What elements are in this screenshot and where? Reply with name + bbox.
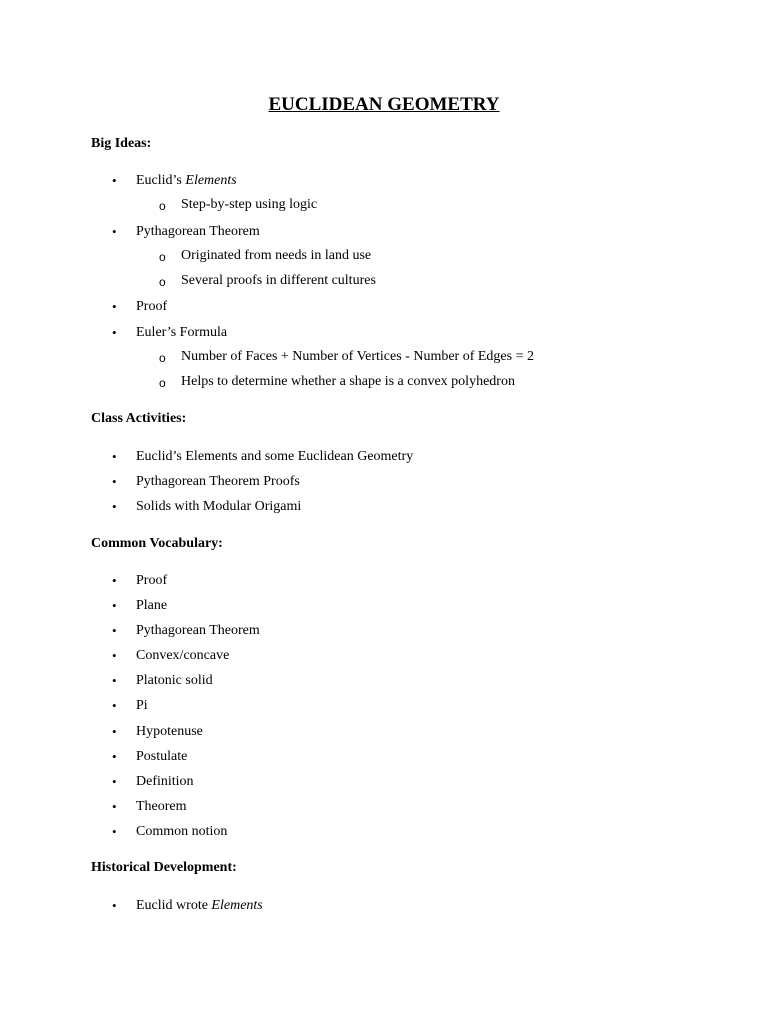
- list-item: Proof: [136, 299, 168, 314]
- bullet-marker: •: [112, 474, 117, 489]
- list-item: Proof: [136, 573, 168, 588]
- sub-bullet-marker: o: [159, 199, 166, 213]
- list-item: Definition: [136, 774, 194, 789]
- list-item: Hypotenuse: [136, 724, 203, 739]
- bullet-marker: •: [112, 623, 117, 638]
- list-item: Postulate: [136, 749, 188, 764]
- list-item: Solids with Modular Origami: [136, 499, 302, 514]
- list-item: Euler’s Formula: [136, 325, 228, 340]
- heading-class-activities: Class Activities:: [91, 411, 187, 426]
- bullet-marker: •: [112, 824, 117, 839]
- bullet-marker: •: [112, 673, 117, 688]
- sub-list-item: Helps to determine whether a shape is a convex polyhedron: [181, 374, 515, 389]
- list-item: Plane: [136, 598, 168, 613]
- sub-bullet-marker: o: [159, 376, 166, 390]
- list-item-euclid-wrote-elements: Euclid wrote Elements: [136, 898, 263, 913]
- list-item: Platonic solid: [136, 673, 213, 688]
- bullet-marker: •: [112, 598, 117, 613]
- sub-bullet-marker: o: [159, 351, 166, 365]
- bullet-marker: •: [112, 299, 117, 314]
- sub-bullet-marker: o: [159, 250, 166, 264]
- list-item: Theorem: [136, 799, 187, 814]
- bullet-marker: •: [112, 698, 117, 713]
- bullet-marker: •: [112, 325, 117, 340]
- bullet-marker: •: [112, 449, 117, 464]
- document-title: EUCLIDEAN GEOMETRY: [268, 94, 500, 115]
- sub-list-item: Step-by-step using logic: [181, 197, 318, 212]
- heading-common-vocabulary: Common Vocabulary:: [91, 536, 223, 551]
- bullet-marker: •: [112, 224, 117, 239]
- bullet-marker: •: [112, 898, 117, 913]
- sub-list-item: Number of Faces + Number of Vertices - Number of Edges = 2: [181, 349, 534, 364]
- bullet-marker: •: [112, 648, 117, 663]
- heading-big-ideas: Big Ideas:: [91, 136, 152, 151]
- list-item: Pythagorean Theorem: [136, 623, 260, 638]
- list-item: Euclid’s Elements and some Euclidean Geometry: [136, 449, 414, 464]
- bullet-marker: •: [112, 774, 117, 789]
- bullet-marker: •: [112, 799, 117, 814]
- list-item: Convex/concave: [136, 648, 230, 663]
- list-item-euclids-elements: Euclid’s Elements: [136, 173, 237, 188]
- bullet-marker: •: [112, 749, 117, 764]
- list-item: Common notion: [136, 824, 228, 839]
- list-item: Pythagorean Theorem Proofs: [136, 474, 300, 489]
- sub-list-item: Originated from needs in land use: [181, 248, 372, 263]
- bullet-marker: •: [112, 499, 117, 514]
- list-item: Pi: [136, 698, 148, 713]
- sub-bullet-marker: o: [159, 275, 166, 289]
- heading-historical-development: Historical Development:: [91, 860, 237, 875]
- bullet-marker: •: [112, 724, 117, 739]
- sub-list-item: Several proofs in different cultures: [181, 273, 376, 288]
- bullet-marker: •: [112, 173, 117, 188]
- bullet-marker: •: [112, 573, 117, 588]
- list-item: Pythagorean Theorem: [136, 224, 260, 239]
